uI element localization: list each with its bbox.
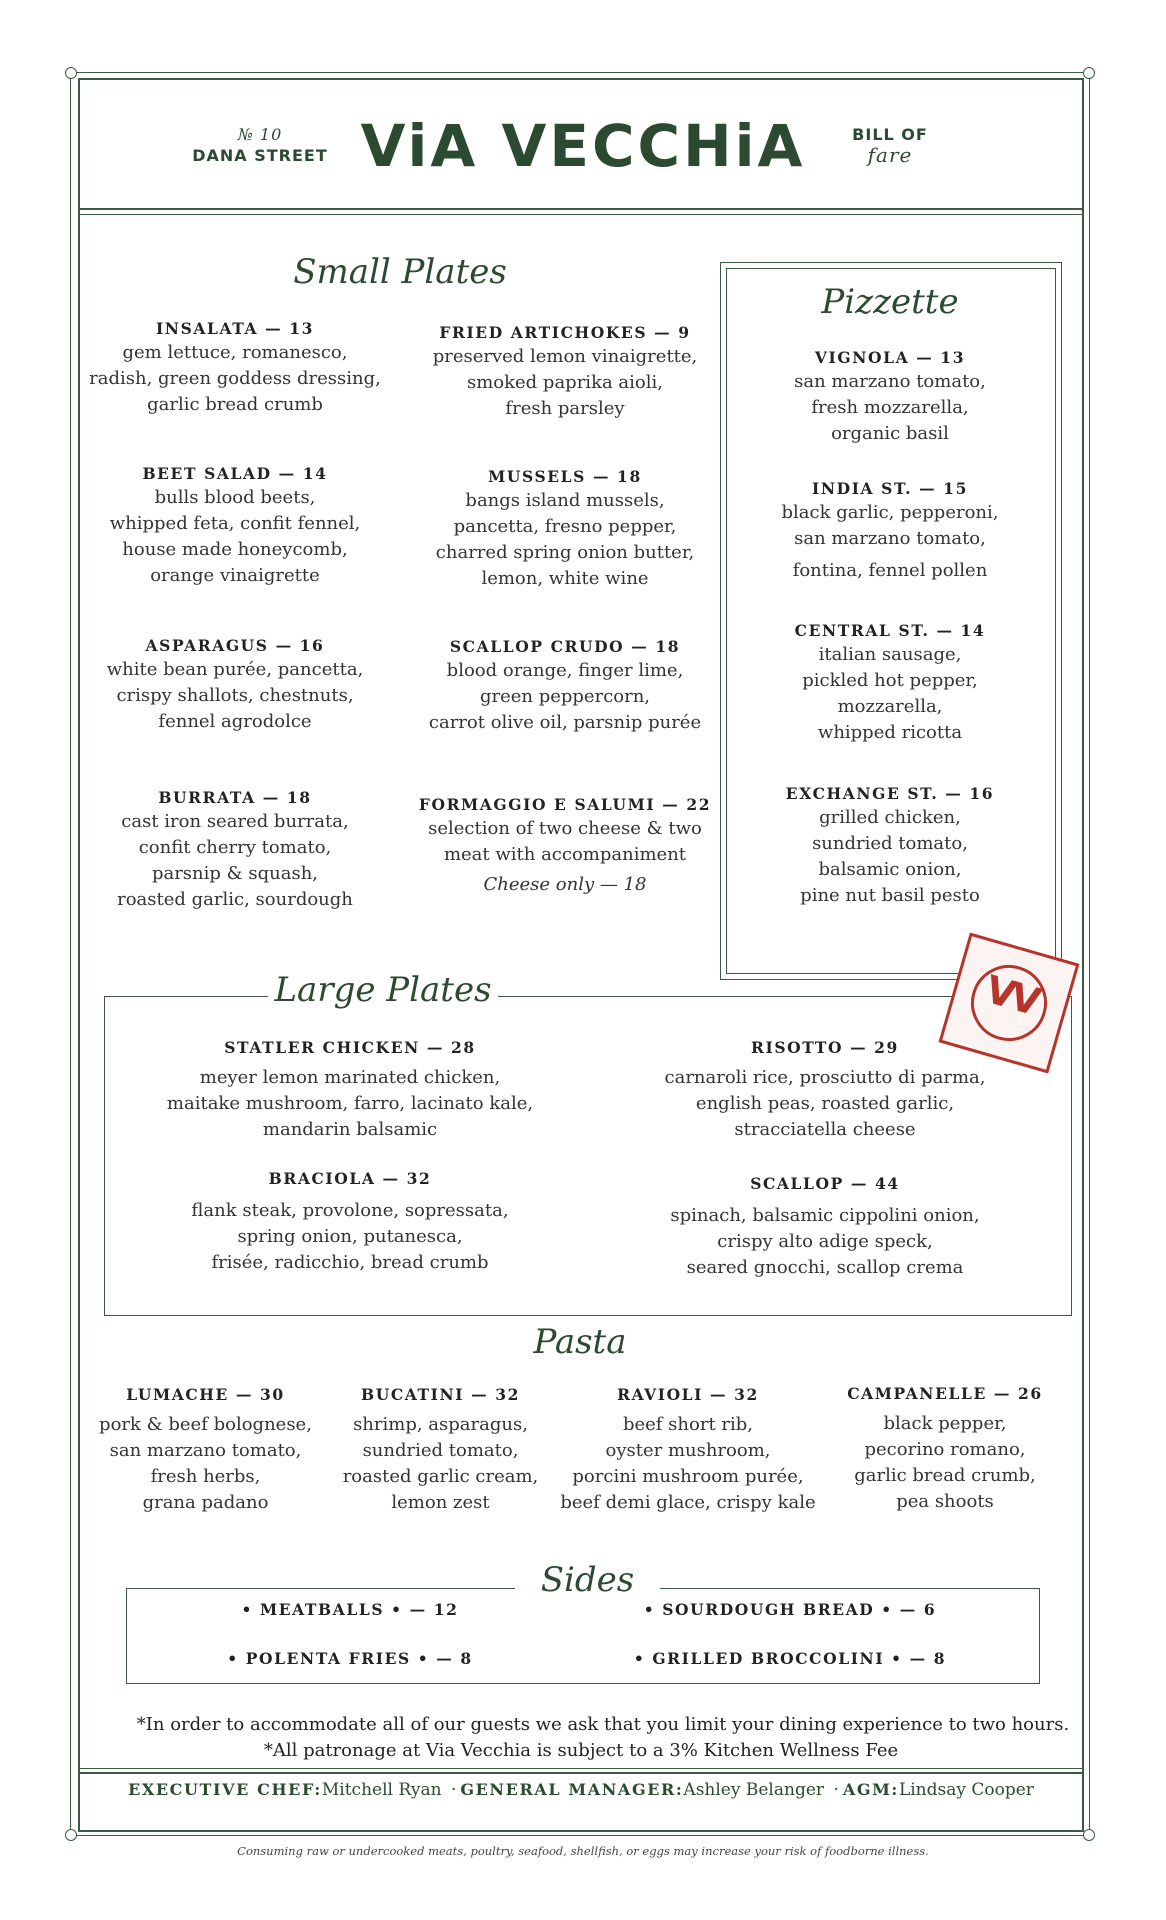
agm-name: Lindsay Cooper [898, 1780, 1034, 1800]
item-desc-line: porcini mushroom purée, [572, 1466, 804, 1487]
item-desc-line: san marzano tomato, [794, 528, 986, 549]
item-name: FRIED ARTICHOKES — 9 [439, 323, 691, 342]
item-desc-line: carnaroli rice, prosciutto di parma, [664, 1067, 986, 1088]
item-desc-line: mozzarella, [837, 696, 943, 717]
item-desc-line: crispy shallots, chestnuts, [116, 685, 354, 706]
fare-label: fare [867, 143, 913, 167]
menu-item [620, 1037, 1030, 1143]
item-name: INSALATA — 13 [155, 319, 315, 338]
item-desc-line: crispy alto adige speck, [717, 1231, 933, 1252]
gm-name: Ashley Belanger [683, 1780, 825, 1800]
menu-item [80, 463, 390, 589]
staff-line [78, 1780, 1084, 1800]
menu-item [558, 1384, 818, 1516]
restaurant-name: ViA VECCHiA [360, 112, 806, 180]
item-note: Cheese only — 18 [483, 874, 647, 895]
item-desc-line: fennel agrodolce [158, 711, 312, 732]
item-desc-line: carrot olive oil, parsnip purée [428, 712, 702, 733]
item-desc-line: organic basil [831, 423, 949, 444]
corner-ornament [1083, 1829, 1095, 1841]
item-desc-line: seared gnocchi, scallop crema [686, 1257, 964, 1278]
item-desc-line: black pepper, [883, 1413, 1007, 1434]
item-desc-line: oyster mushroom, [605, 1440, 771, 1461]
menu-item [740, 620, 1040, 746]
menu-item [620, 1173, 1030, 1281]
item-desc-line: maitake mushroom, farro, lacinato kale, [166, 1093, 534, 1114]
item-name: INDIA ST. — 15 [812, 479, 968, 498]
item-name: SCALLOP — 44 [750, 1174, 900, 1193]
item-desc-line: frisée, radicchio, bread crumb [211, 1252, 489, 1273]
item-desc-line: confit cherry tomato, [138, 837, 332, 858]
large-plates-title: Large Plates [268, 970, 498, 1010]
item-desc-line: whipped feta, confit fennel, [109, 513, 361, 534]
item-desc-line: smoked paprika aioli, [466, 372, 663, 393]
item-desc-line: balsamic onion, [818, 859, 962, 880]
side-item: • POLENTA FRIES • — 8 [227, 1649, 473, 1668]
item-name: RAVIOLI — 32 [617, 1385, 759, 1404]
item-name: VIGNOLA — 13 [814, 348, 966, 367]
menu-item [740, 783, 1040, 909]
item-name: BURRATA — 18 [158, 788, 312, 807]
corner-ornament [65, 67, 77, 79]
pizzette-title: Pizzette [821, 282, 959, 322]
item-desc-line: flank steak, provolone, sopressata, [191, 1200, 509, 1221]
agm-label: AGM: [842, 1780, 899, 1799]
item-desc-line: whipped ricotta [817, 722, 963, 743]
item-desc-line: pecorino romano, [864, 1439, 1026, 1460]
note-line: *All patronage at Via Vecchia is subject to a 3% Kitchen Wellness Fee [263, 1740, 899, 1761]
item-desc-line: cast iron seared burrata, [121, 811, 349, 832]
item-desc-line: selection of two cheese & two [428, 818, 702, 839]
item-desc-line: lemon, white wine [481, 568, 649, 589]
menu-item [80, 318, 390, 418]
chef-name: Mitchell Ryan [321, 1780, 442, 1800]
item-desc-line: fresh parsley [505, 398, 625, 419]
small-plates-title: Small Plates [293, 252, 507, 292]
item-name: BEET SALAD — 14 [142, 464, 328, 483]
item-desc-line: orange vinaigrette [150, 565, 320, 586]
side-item: • SOURDOUGH BREAD • — 6 [643, 1600, 937, 1619]
item-desc-line: spinach, balsamic cippolini onion, [670, 1205, 980, 1226]
item-desc-line: pickled hot pepper, [802, 670, 978, 691]
item-desc-line: radish, green goddess dressing, [89, 368, 381, 389]
sides-title: Sides [515, 1560, 660, 1600]
menu-item [140, 1037, 560, 1143]
item-desc-line: blood orange, finger lime, [446, 660, 684, 681]
item-desc-line: green peppercorn, [479, 686, 651, 707]
menu-item [80, 787, 390, 913]
bill-of-label: BILL OF [852, 125, 928, 144]
item-desc-line: black garlic, pepperoni, [781, 502, 999, 523]
item-desc-line: pine nut basil pesto [800, 885, 980, 906]
item-desc-line: roasted garlic cream, [342, 1466, 539, 1487]
item-desc-line: grilled chicken, [819, 807, 961, 828]
item-desc-line: roasted garlic, sourdough [117, 889, 353, 910]
item-name: EXCHANGE ST. — 16 [785, 784, 995, 803]
menu-item [410, 794, 720, 898]
item-desc-line: san marzano tomato, [109, 1440, 302, 1461]
menu-item [88, 1384, 323, 1516]
side-item: • MEATBALLS • — 12 [241, 1600, 459, 1619]
item-desc-line: preserved lemon vinaigrette, [432, 346, 698, 367]
menu-item [323, 1384, 558, 1516]
item-desc-line: italian sausage, [818, 644, 962, 665]
stamp-monogram: VV [980, 967, 1042, 1024]
pasta-title: Pasta [533, 1322, 627, 1362]
item-desc-line: pork & beef bolognese, [99, 1414, 312, 1435]
item-desc-line: fresh herbs, [150, 1466, 261, 1487]
item-name: RISOTTO — 29 [751, 1038, 899, 1057]
menu-item [740, 347, 1040, 447]
item-desc-line: english peas, roasted garlic, [695, 1093, 955, 1114]
item-desc-line: san marzano tomato, [794, 371, 986, 392]
item-desc-line: pancetta, fresno pepper, [453, 516, 677, 537]
item-desc-line: garlic bread crumb, [854, 1465, 1036, 1486]
notes [78, 1712, 1084, 1764]
item-desc-line: beef short rib, [622, 1414, 754, 1435]
item-desc-line: sundried tomato, [362, 1440, 519, 1461]
street-name: DANA STREET [192, 146, 328, 165]
item-desc-line: fontina, fennel pollen [792, 560, 988, 581]
item-name: CENTRAL ST. — 14 [794, 621, 986, 640]
item-name: ASPARAGUS — 16 [145, 636, 325, 655]
item-desc-line: beef demi glace, crispy kale [560, 1492, 816, 1513]
header-divider [78, 208, 1084, 210]
item-desc-line: bangs island mussels, [465, 490, 665, 511]
item-desc-line: meyer lemon marinated chicken, [199, 1067, 501, 1088]
item-name: BRACIOLA — 32 [268, 1169, 432, 1188]
footer-divider [78, 1768, 1084, 1769]
item-name: BUCATINI — 32 [361, 1385, 520, 1404]
gm-label: GENERAL MANAGER: [460, 1780, 684, 1799]
item-desc-line: white bean purée, pancetta, [106, 659, 364, 680]
street-number: № 10 [237, 125, 283, 144]
item-name: CAMPANELLE — 26 [847, 1384, 1043, 1403]
item-name: LUMACHE — 30 [126, 1385, 285, 1404]
item-desc-line: spring onion, putanesca, [237, 1226, 463, 1247]
side-item: • GRILLED BROCCOLINI • — 8 [633, 1649, 947, 1668]
item-desc-line: shrimp, asparagus, [353, 1414, 528, 1435]
corner-ornament [1083, 67, 1095, 79]
item-desc-line: mandarin balsamic [262, 1119, 438, 1140]
item-name: SCALLOP CRUDO — 18 [449, 637, 681, 656]
bill-of-fare [820, 124, 960, 166]
menu-item [80, 635, 390, 735]
item-desc-line: lemon zest [391, 1492, 490, 1513]
item-desc-line: house made honeycomb, [122, 539, 348, 560]
item-desc-line: meat with accompaniment [443, 844, 687, 865]
menu-item [740, 478, 1040, 584]
menu-item [140, 1168, 560, 1276]
item-desc-line: pea shoots [896, 1491, 994, 1512]
item-name: FORMAGGIO E SALUMI — 22 [418, 795, 712, 814]
menu-item [420, 322, 710, 422]
footer-divider [78, 1772, 1084, 1774]
separator: · [450, 1780, 457, 1800]
chef-label: EXECUTIVE CHEF: [128, 1780, 322, 1799]
item-desc-line: charred spring onion butter, [435, 542, 695, 563]
item-name: STATLER CHICKEN — 28 [224, 1038, 476, 1057]
item-desc-line: gem lettuce, romanesco, [122, 342, 348, 363]
item-desc-line: grana padano [142, 1492, 269, 1513]
header-divider [78, 214, 1084, 215]
note-line: *In order to accommodate all of our guests we ask that you limit your dining experience to two hours. [136, 1714, 1070, 1735]
corner-ornament [65, 1829, 77, 1841]
item-name: MUSSELS — 18 [488, 467, 642, 486]
item-desc-line: stracciatella cheese [734, 1119, 916, 1140]
separator: · [833, 1780, 839, 1800]
item-desc-line: bulls blood beets, [154, 487, 316, 508]
item-desc-line: parsnip & squash, [151, 863, 319, 884]
item-desc-line: garlic bread crumb [147, 394, 323, 415]
menu-item [420, 636, 710, 736]
item-desc-line: fresh mozzarella, [811, 397, 969, 418]
item-desc-line: sundried tomato, [812, 833, 968, 854]
foodborne-disclaimer: Consuming raw or undercooked meats, poultry, seafood, shellfish, or eggs may increase your risk of foodborne illness. [237, 1844, 929, 1858]
menu-item [825, 1383, 1065, 1515]
menu-item [420, 466, 710, 592]
